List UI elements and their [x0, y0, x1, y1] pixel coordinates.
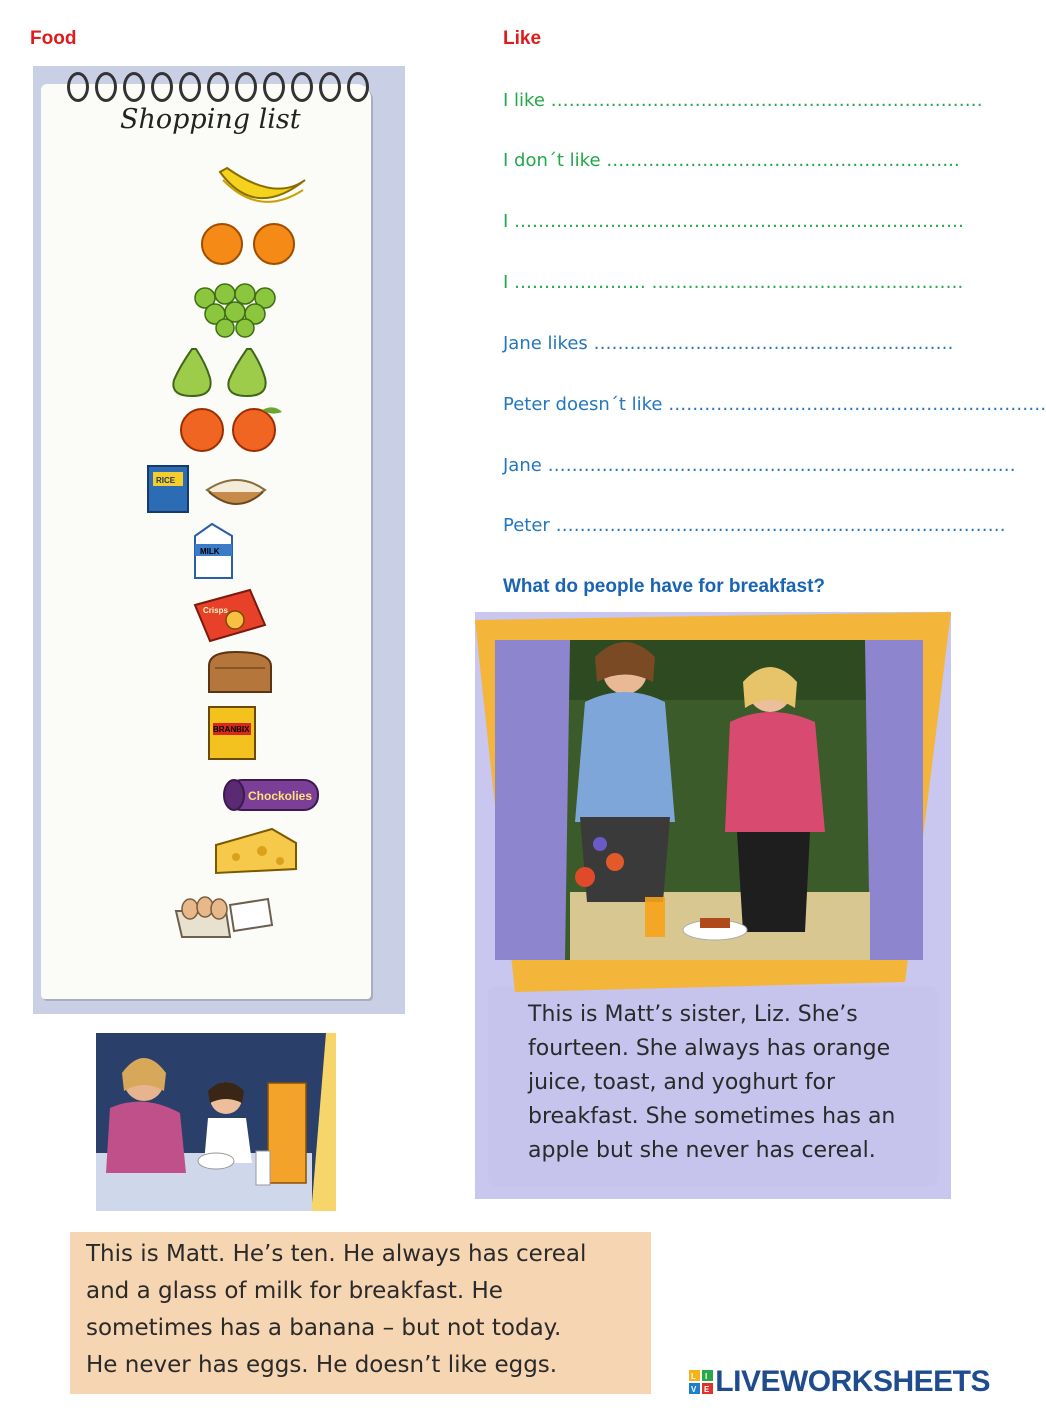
rice-label: RICE — [156, 476, 176, 485]
branbix-icon — [205, 703, 260, 763]
like-line-3[interactable]: I ………………………………………………………………… — [503, 211, 965, 232]
eggs-icon — [172, 885, 277, 943]
like-line-7[interactable]: Jane …………………………………………………………………… — [503, 455, 1016, 476]
like-line-5[interactable]: Jane likes …………………………………………………… — [503, 333, 954, 354]
crisps-icon — [190, 585, 270, 645]
crisps-label: Crisps — [203, 606, 228, 615]
matt-photo — [96, 1033, 336, 1211]
cheese-icon — [212, 825, 300, 880]
pears-icon — [162, 344, 277, 399]
banana-icon — [215, 160, 310, 215]
milk-label: MILK — [200, 547, 220, 556]
bread-icon — [205, 648, 275, 696]
branbix-label: BRANBIX — [213, 725, 250, 734]
like-line-8[interactable]: Peter ………………………………………………………………… — [503, 515, 1006, 536]
shopping-list-title: Shopping list — [120, 104, 301, 135]
svg-text:I: I — [705, 1372, 708, 1381]
grapes-icon — [190, 280, 285, 338]
food-header: Food — [30, 28, 77, 49]
svg-text:V: V — [691, 1385, 697, 1394]
matt-paragraph: This is Matt. He’s ten. He always has cereal and a glass of milk for breakfast. He sometimes has a banana – but not today. He never has eggs. He doesn’t like eggs. — [86, 1241, 587, 1378]
oranges-icon — [200, 222, 300, 267]
apples-icon — [178, 402, 288, 454]
svg-text:E: E — [704, 1385, 710, 1394]
chockolies-label: Chockolies — [248, 789, 313, 803]
liveworksheets-logo[interactable] — [689, 1365, 990, 1399]
like-line-1[interactable]: I like ……………………………………………………………… — [503, 90, 983, 111]
like-line-4[interactable]: I …………………. ……………………………………………. — [503, 272, 964, 293]
milk-icon — [190, 522, 240, 580]
liz-photo — [475, 612, 951, 992]
svg-text:L: L — [691, 1372, 696, 1381]
rice-icon — [145, 460, 275, 515]
breakfast-question: What do people have for breakfast? — [503, 576, 825, 597]
liz-paragraph: This is Matt’s sister, Liz. She’s fourteen. She always has orange juice, toast, and yoghurt for breakfast. She sometimes has an apple but she never has cereal. — [528, 1002, 896, 1163]
chockolies-icon — [218, 772, 322, 817]
logo-text: LIVEWORKSHEETS — [715, 1365, 990, 1398]
like-header: Like — [503, 28, 542, 49]
logo-blocks-icon — [689, 1370, 713, 1394]
like-line-6[interactable]: Peter doesn´t like ……………………………………………………… — [503, 394, 1046, 415]
like-line-2[interactable]: I don´t like ………………………………………………….. — [503, 150, 960, 171]
